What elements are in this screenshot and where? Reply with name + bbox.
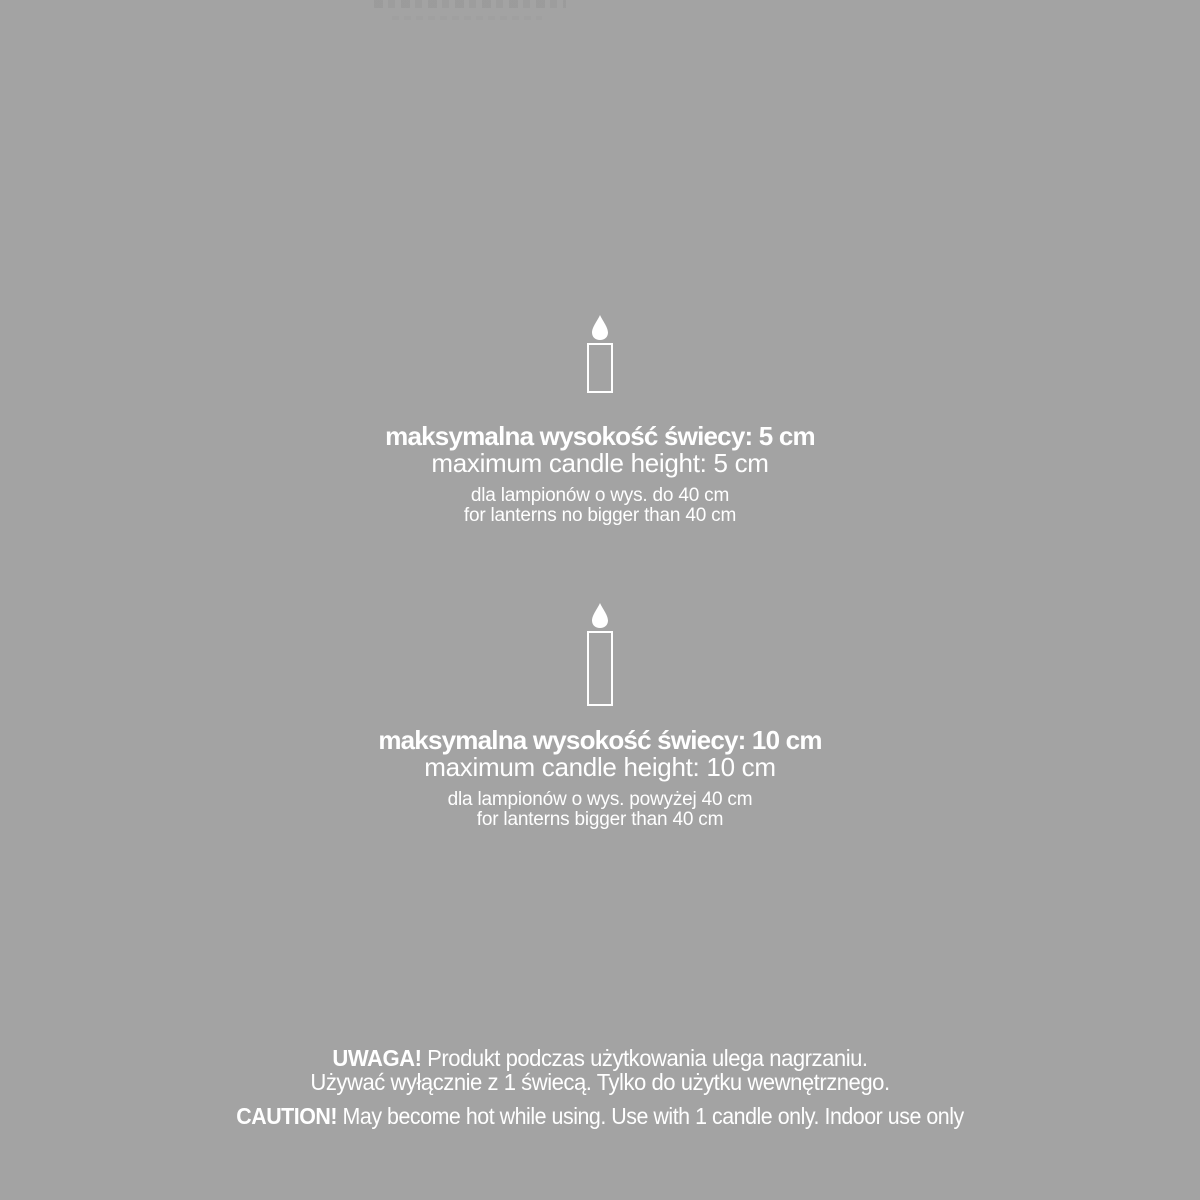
flame-shape — [592, 315, 608, 340]
cropped-text-fragments-row — [392, 16, 542, 20]
warning-en-line — [42, 1104, 1158, 1128]
candle-10cm-section — [0, 603, 1200, 830]
candle-body-shape — [588, 344, 612, 392]
lantern-size-notes — [0, 790, 1200, 830]
warning-en-text: May become hot while using. Use with 1 candle only. Indoor use only — [337, 1103, 964, 1129]
flame-shape — [592, 603, 608, 628]
max-height-pl-title: maksymalna wysokość świecy: 10 cm — [378, 725, 822, 755]
warning-pl-label: UWAGA! — [332, 1045, 422, 1071]
note-pl: dla lampionów o wys. powyżej 40 cm — [447, 789, 753, 810]
max-height-en-title: maximum candle height: 10 cm — [424, 752, 776, 782]
lantern-size-notes — [0, 486, 1200, 526]
candle-body-shape — [588, 632, 612, 705]
candle-5cm-section — [0, 315, 1200, 526]
warning-pl-line2: Używać wyłącznie z 1 świecą. Tylko do użytku wewnętrznego. — [310, 1069, 890, 1095]
max-height-en-title: maximum candle height: 5 cm — [431, 448, 769, 478]
max-height-pl-title: maksymalna wysokość świecy: 5 cm — [385, 421, 815, 451]
candle-tall-icon — [585, 603, 615, 706]
candle-small-icon — [585, 315, 615, 393]
warning-pl-text: Produkt podczas użytkowania ulega nagrzaniu. — [421, 1045, 868, 1071]
warning-en-label: CAUTION! — [236, 1103, 338, 1129]
note-en: for lanterns no bigger than 40 cm — [463, 505, 737, 526]
cropped-text-fragments-row — [374, 0, 566, 8]
cropped-top-text-artifact — [374, 0, 570, 24]
note-en: for lanterns bigger than 40 cm — [476, 809, 724, 830]
warnings-block — [0, 1046, 1200, 1128]
note-pl: dla lampionów o wys. do 40 cm — [470, 485, 730, 506]
warning-pl-line1 — [24, 1046, 1176, 1070]
